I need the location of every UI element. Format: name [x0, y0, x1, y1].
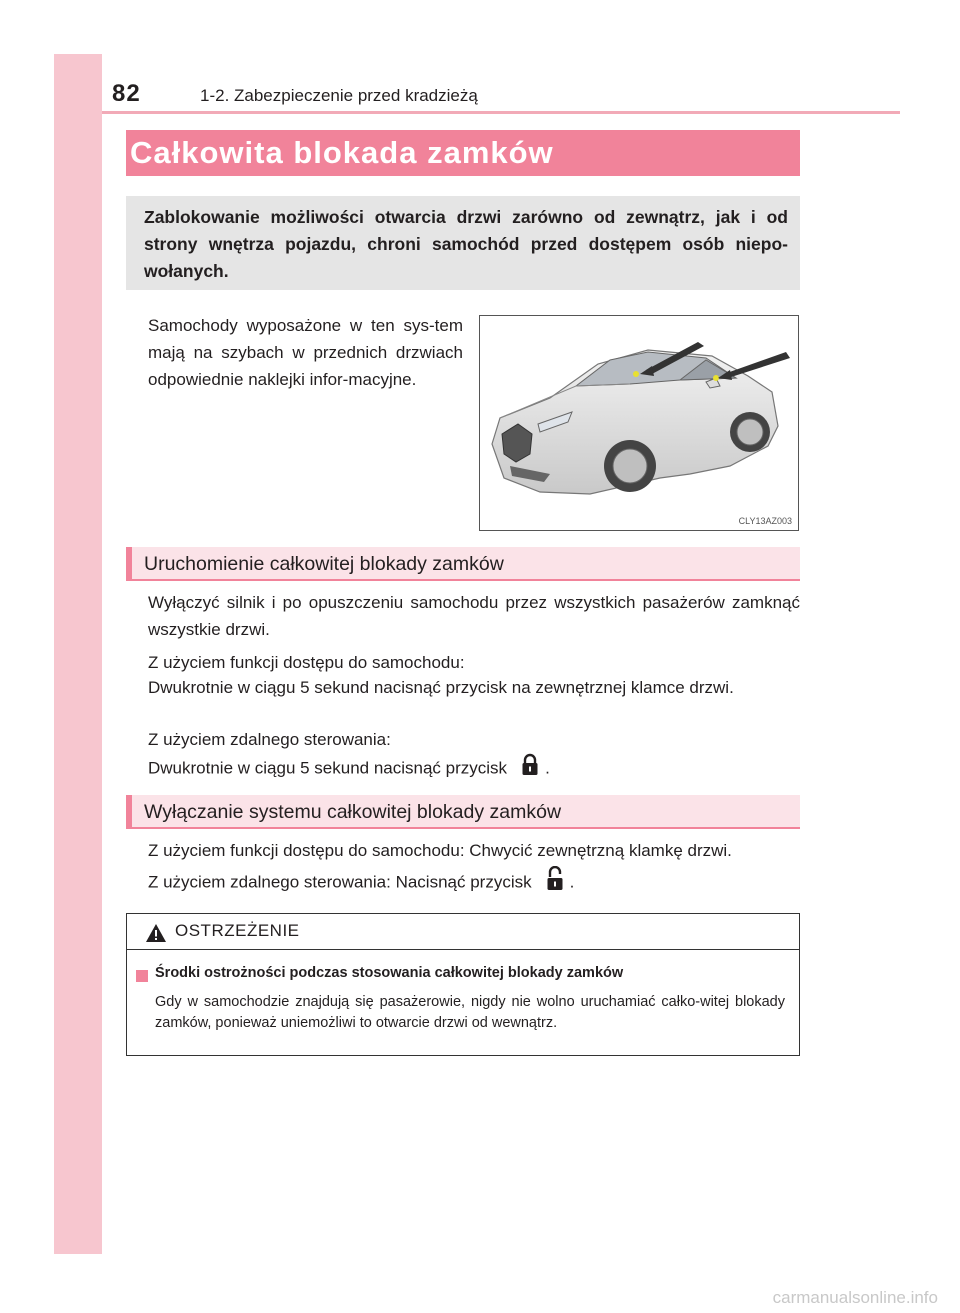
deactivate-smart: Z użyciem funkcji dostępu do samochodu: Chwycić zewnętrzną klamkę drzwi.: [148, 841, 732, 860]
activate-step-remote: [148, 753, 800, 785]
intro-text: Zablokowanie możliwości otwarcia drzwi zarówno od zewnątrz, jak i od strony wnętrza pojazdu, chroni samochód przed dostępem osób niepo-wołanych.: [144, 207, 788, 281]
chapter-header: 1-2. Zabezpieczenie przed kradzieżą: [200, 86, 478, 105]
deactivate-remote-end: .: [569, 872, 575, 892]
warning-triangle-icon: [145, 923, 167, 948]
section-heading-deactivate: Wyłączanie systemu całkowitej blokady zamków: [144, 801, 562, 823]
activate-step-smart: Dwukrotnie w ciągu 5 sekund nacisnąć przycisk na zewnętrznej klamce drzwi.: [148, 678, 734, 697]
warning-heading: Środki ostrożności podczas stosowania całkowitej blokady zamków: [155, 965, 624, 981]
warning-bullet: [136, 970, 148, 982]
warning-box: [126, 913, 800, 1056]
watermark: carmanualsonline.info: [772, 1288, 938, 1307]
lock-icon: [521, 753, 539, 785]
page-number: 82: [112, 80, 141, 107]
unlock-icon: [546, 866, 564, 900]
warning-header: [127, 914, 799, 950]
warning-title: OSTRZEŻENIE: [175, 921, 300, 940]
header-rule: [102, 111, 900, 114]
activate-step-remote-text: Dwukrotnie w ciągu 5 sekund nacisnąć przycisk: [148, 758, 508, 778]
activate-method-remote: Z użyciem zdalnego sterowania:: [148, 730, 391, 749]
car-figure: [479, 315, 799, 531]
activate-step-remote-end: .: [545, 758, 550, 778]
warning-body: Gdy w samochodzie znajdują się pasażerowie, nigdy nie wolno uruchamiać całko-witej blokady zamków, ponieważ uniemożliwi to otwarcie drzwi od wewnątrz.: [155, 994, 785, 1031]
side-band: [54, 54, 102, 1254]
activate-method-smart: Z użyciem funkcji dostępu do samochodu:: [148, 653, 465, 672]
section-heading-activate: Uruchomienie całkowitej blokady zamków: [144, 553, 504, 575]
deactivate-remote: [148, 866, 800, 900]
activate-step-1: Wyłączyć silnik i po opuszczeniu samochodu przez wszystkich pasażerów zamknąć wszystkie drzwi.: [148, 593, 800, 639]
deactivate-remote-text: Z użyciem zdalnego sterowania: Nacisnąć przycisk: [148, 872, 532, 892]
car-illustration-icon: [480, 316, 798, 530]
figure-caption: CLY13AZ003: [738, 516, 792, 526]
page-title: Całkowita blokada zamków: [130, 135, 554, 170]
sticker-paragraph: Samochody wyposażone w ten sys-tem mają na szybach w przednich drzwiach odpowiednie naklejki infor-macyjne.: [148, 316, 463, 389]
